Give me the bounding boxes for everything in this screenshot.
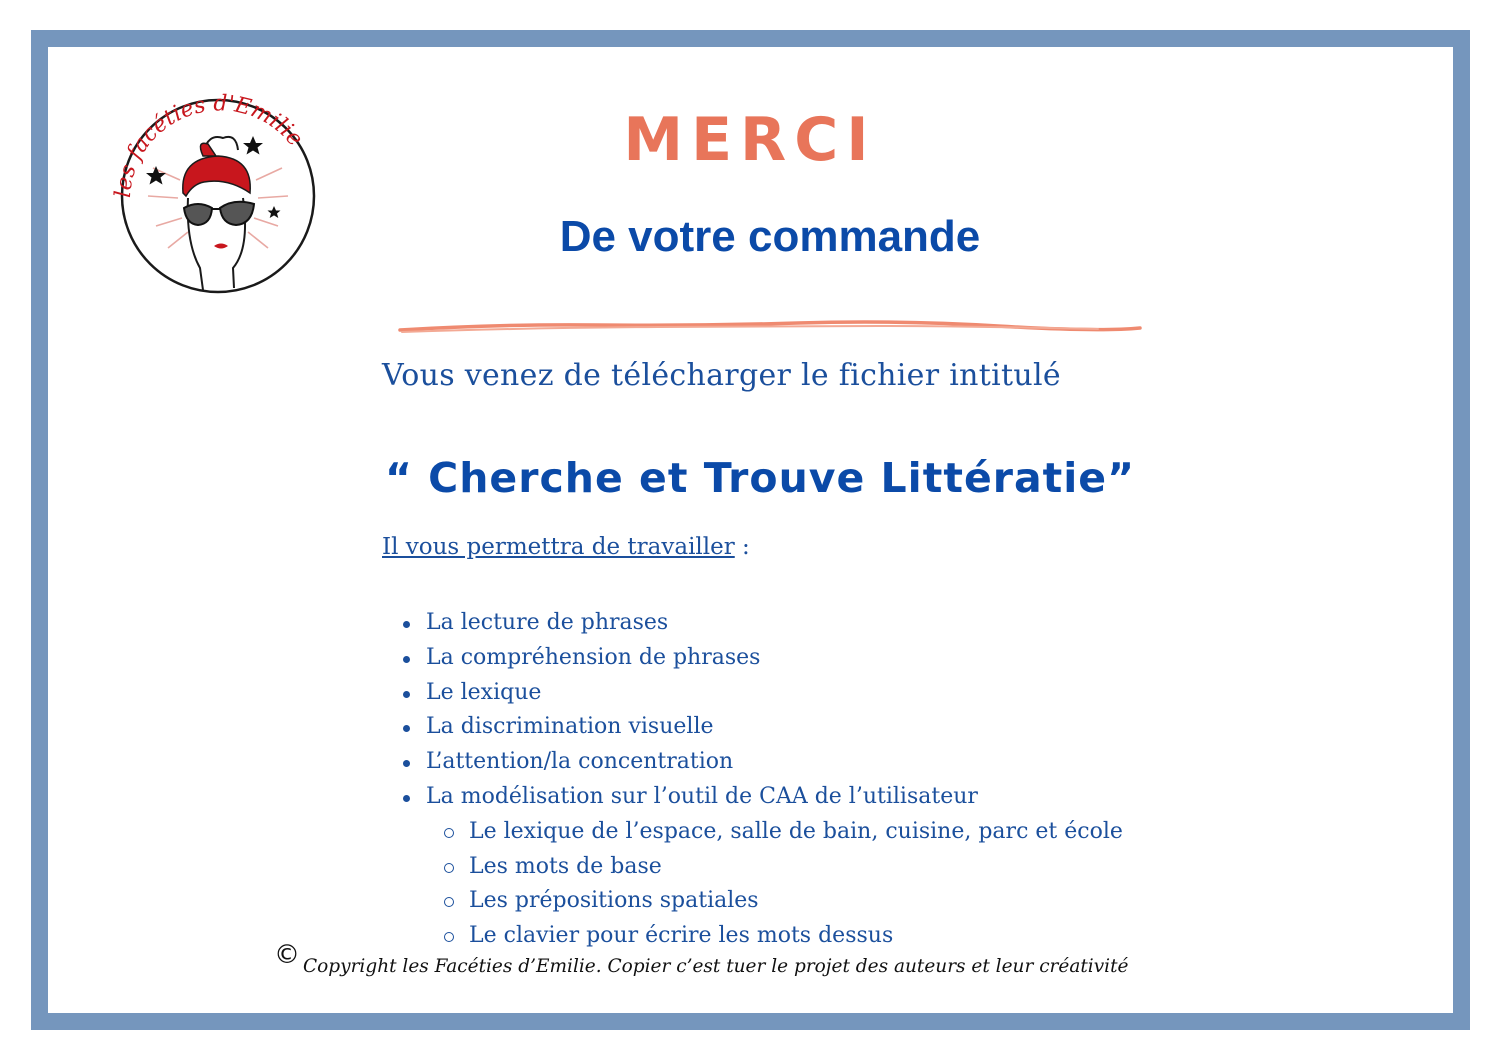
bullet-icon [403,656,410,663]
page-subtitle: De votre commande [559,212,981,261]
list-item [400,676,1123,711]
hollow-bullet-icon [444,828,454,838]
bullet-icon [403,691,410,698]
list-item [400,745,1123,780]
skills-heading [382,534,750,560]
list-item-text: La compréhension de phrases [426,644,761,670]
hollow-bullet-icon [444,863,454,873]
list-item [400,641,1123,676]
list-item [400,710,1123,745]
skills-heading-label: Il vous permettra de travailler [382,534,735,560]
list-item-text: L’attention/la concentration [426,749,734,775]
list-item-text: La discrimination visuelle [426,714,714,740]
hollow-bullet-icon [444,897,454,907]
sub-list-item [400,919,1123,954]
list-item-text: La lecture de phrases [426,610,669,635]
sub-list-item-text: Le lexique de l’espace, salle de bain, cuisine, parc et école [469,818,1123,844]
list-item [400,780,1123,815]
brand-logo [108,78,328,298]
list-item [400,606,1123,641]
list-item-text: La modélisation sur l’outil de CAA de l’utilisateur [426,783,978,809]
copyright-icon: © [274,940,300,970]
sub-list-item-text: Les prépositions spatiales [469,888,759,914]
sub-list-item [400,850,1123,885]
sub-list-item [400,884,1123,919]
file-title: “ Cherche et Trouve Littératie” [384,454,1136,502]
skills-list [400,606,1123,954]
brush-divider [398,318,1142,338]
sub-list-item-text: Le clavier pour écrire les mots dessus [469,923,894,949]
sub-list-item-text: Les mots de base [469,853,662,879]
bullet-icon [403,795,410,802]
copyright-notice: Copyright les Facéties d’Emilie. Copier c’est tuer le projet des auteurs et leur créativité [303,956,1129,977]
sub-list-item [400,815,1123,850]
hollow-bullet-icon [444,932,454,942]
bullet-icon [403,760,410,767]
page-title: MERCI [623,105,877,175]
brand-logo-illustration [108,78,328,298]
bullet-icon [403,725,410,732]
skills-heading-colon: : [734,534,750,560]
brand-logo-text: les facéties d'Emilie [110,91,308,199]
download-intro: Vous venez de télécharger le fichier intitulé [382,358,1061,393]
list-item-text: Le lexique [426,679,542,705]
bullet-icon [403,621,410,628]
